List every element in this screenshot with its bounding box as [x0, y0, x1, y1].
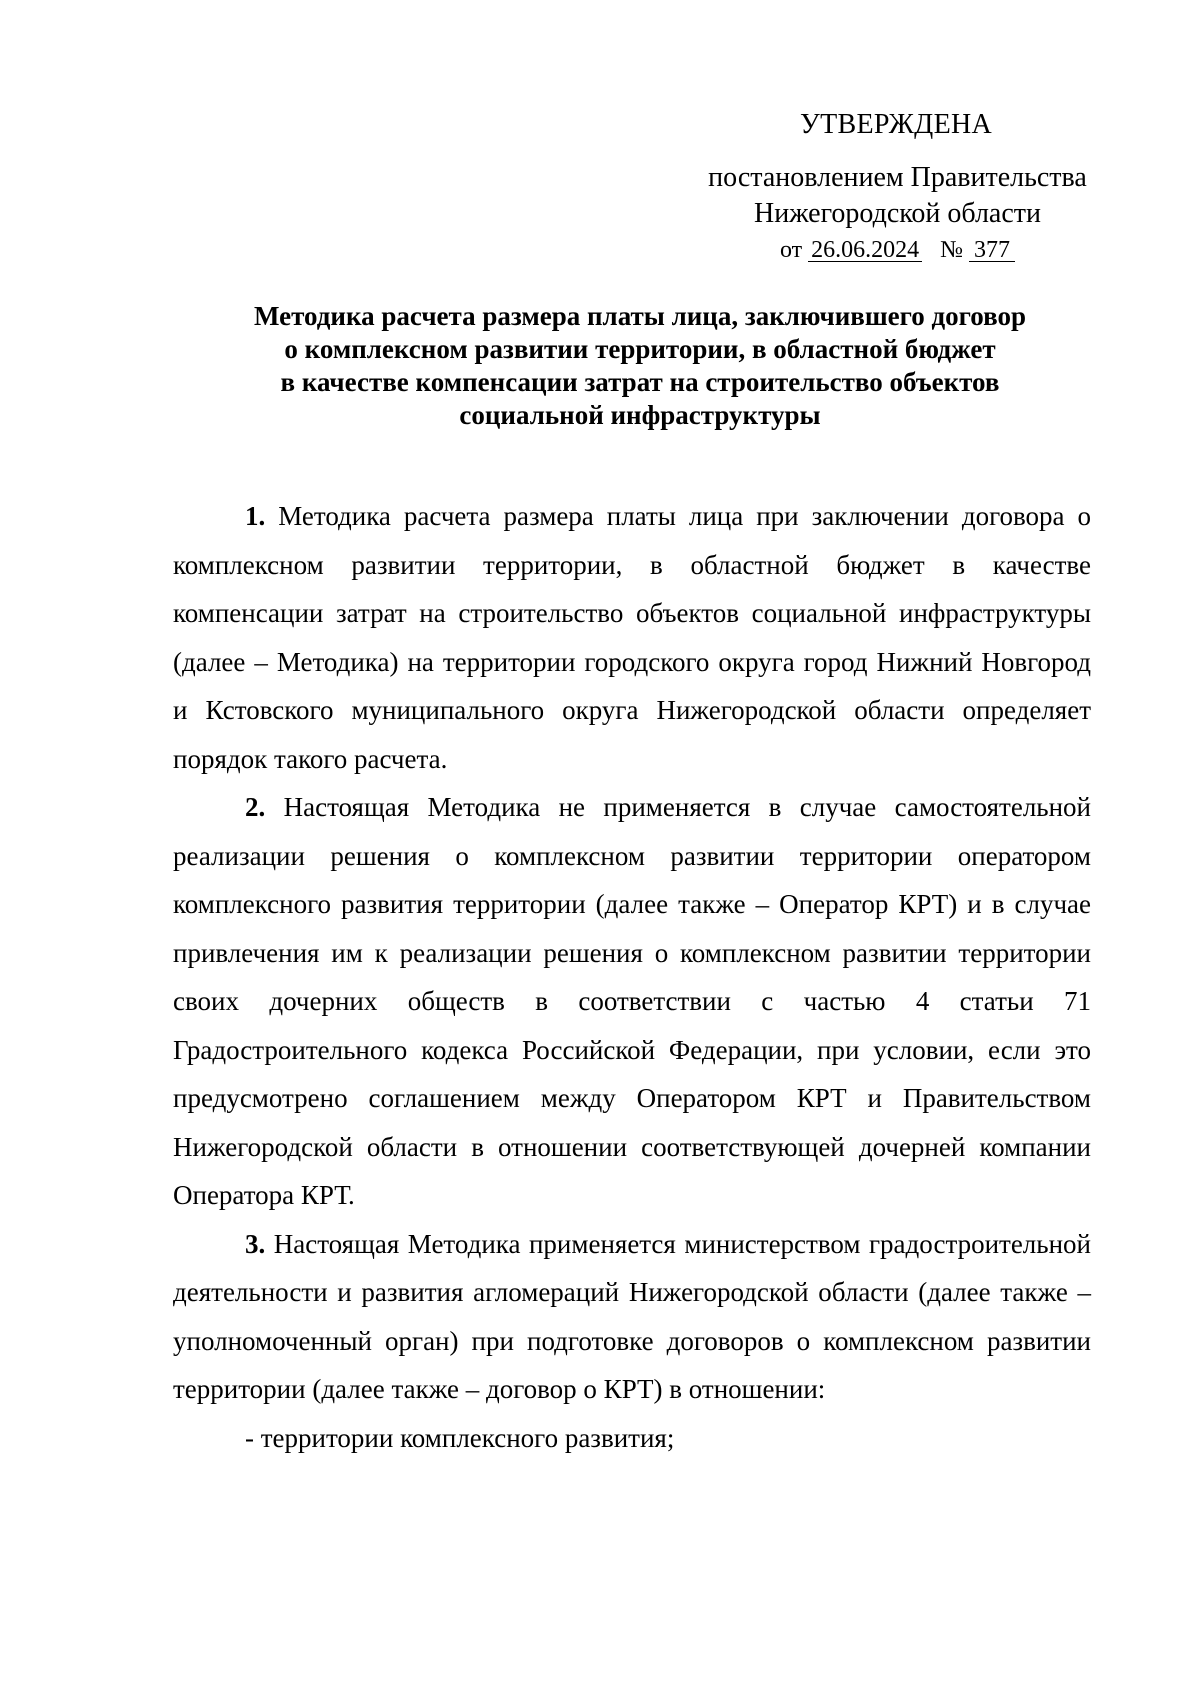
- paragraph-text: Настоящая Методика не применяется в случае самостоятельной реализации решения о комплексном развитии территории оператором комплексного развития территории (далее также – Оператор КРТ) и в случае привлечения им к реализации решения о комплексном развитии территории своих дочерних обществ в соответствии с частью 4 статьи 71 Градостроительного кодекса Российской Федерации, при условии, если это предусмотрено соглашением между Оператором КРТ и Правительством Нижегородской области в отношении соответствующей дочерней компании Оператора КРТ.: [173, 792, 1091, 1210]
- decree-reference: [700, 232, 1095, 268]
- title-line-1: Методика расчета размера платы лица, заключившего договор: [254, 301, 1026, 331]
- decree-date: 26.06.2024: [808, 239, 922, 262]
- paragraph-number: 3.: [245, 1228, 266, 1259]
- paragraph-2: [173, 783, 1091, 1220]
- paragraph-3: [173, 1220, 1091, 1414]
- paragraph-1: [173, 492, 1091, 783]
- title-line-4: социальной инфраструктуры: [459, 400, 821, 430]
- title-line-2: о комплексном развитии территории, в областной бюджет: [284, 334, 996, 364]
- paragraph-text: Настоящая Методика применяется министерством градостроительной деятельности и развития агломераций Нижегородской области (далее также – уполномоченный орган) при подготовке договоров о комплексном развитии территории (далее также – договор о КРТ) в отношении:: [173, 1228, 1091, 1404]
- list-item: - территории комплексного развития;: [245, 1422, 675, 1453]
- number-label: №: [940, 237, 964, 263]
- document-body: [173, 492, 1091, 1462]
- paragraph-number: 1.: [245, 501, 266, 531]
- paragraph-number: 2.: [245, 792, 266, 822]
- from-label: от: [779, 237, 803, 263]
- paragraph-text: Методика расчета размера платы лица при заключении договора о комплексном развитии территории, в областной бюджет в качестве компенсации затрат на строительство объектов социальной инфраструктуры (далее – Методика) на территории городского округа город Нижний Новгород и Кстовского муниципального округа Нижегородской области определяет порядок такого расчета.: [173, 501, 1091, 774]
- title-line-3: в качестве компенсации затрат на строительство объектов: [280, 367, 1000, 397]
- approval-line-1: постановлением Правительства: [708, 162, 1087, 193]
- decree-number: 377: [969, 239, 1015, 262]
- approval-heading: УТВЕРЖДЕНА: [800, 109, 993, 140]
- approval-line-2: Нижегородской области: [753, 198, 1042, 229]
- approval-block: [700, 160, 1095, 268]
- document-title: [175, 300, 1105, 432]
